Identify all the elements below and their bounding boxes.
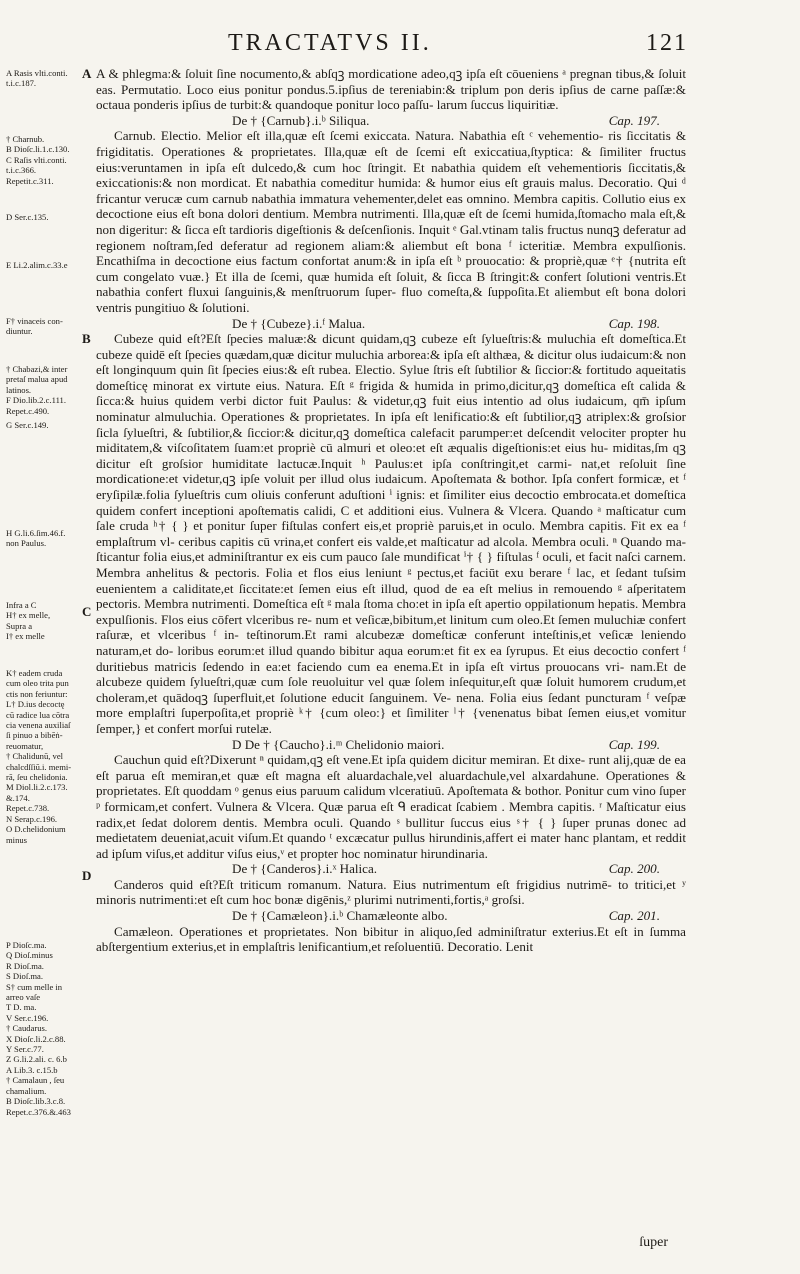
- chapter-number: Cap. 200.: [608, 861, 660, 877]
- section-letters: [82, 64, 96, 1244]
- page-number: 121: [646, 30, 688, 56]
- chapter-heading: [96, 908, 686, 924]
- section-letter: A: [82, 66, 92, 81]
- margin-note: K† eadem cruda cum oleo trita pun ctis non feriuntur: L† D.ius decoctę cū radice lua cōtra cia venena auxiliaſ ſi pinuo a bibēṅ- reuomatur, † Chalidunū, vel chalcdſſiū.i. memi- rā, ſeu chelidonia. M Diol.li.2.c.173. &.174. Repet.c.738. N Serap.c.196. O D.chelidonium minus: [6, 668, 72, 845]
- chapter-number: Cap. 199.: [608, 736, 660, 752]
- paragraph: Camæleon. Operationes et proprietates. Non bibitur in aliquo,ſed adminiſtratur exterius.Et eſt in ſumma abſtergentium exterius,et in emplaſtris lenificantium,et reſoluentiū. Decoratio. Lenit: [96, 923, 686, 955]
- margin-note: E Li.2.alim.c.33.e: [6, 260, 68, 270]
- chapter-heading-title: D De † {Caucho}.i.ᵐ Chelidonio maiori.: [232, 736, 445, 752]
- section-letter: B: [82, 331, 91, 346]
- chapter-number: Cap. 201.: [608, 908, 660, 924]
- margin-note: G Ser.c.149.: [6, 420, 49, 430]
- page-header: [88, 30, 688, 60]
- margin-note: Infra a C H† ex melle, Supra a I† ex melle: [6, 600, 51, 642]
- main-text-column: [96, 66, 686, 1231]
- chapter-heading: [96, 316, 686, 332]
- paragraph: Canderos quid eſt?Eſt triticum romanum. Natura. Eius nutrimentum eſt frigidius nutrimē- to tritici,et ʸ minoris nutrimenti:et eſt cum hoc bonæ digēnis,ᶻ plurimi nutrimenti,fortis,ᵃ groſsi.: [96, 876, 686, 908]
- paragraph: Carnub. Electio. Melior eſt illa,quæ eſt ſcemi exiccata. Natura. Nabathia eſt ᶜ vehementio- ris ſiccitatis & frigiditatis. Operationes & proprietates. Illa,quæ eſt de ſcemi eſt exiccatiua,ſtyptica: & ſimiliter fructus eius:veruntamen in ipſa eſt dulcedo,& cum hoc ſtringit. Et nabathia quidem eſt vehementioris ſiccitatis,& exiccationis:& non mordicat. Et nabathia comeditur humida: & humor eius eſt grauis malus. Decoratio. Qui ᵈ fricantur verucæ cum carnub nabathia immatura vehementer,delet eas omnino. Membra capitis. Collutio eius ex decoctione eius eſt bona dolori dentium. Membra nutrimenti. Illa,quæ eſt de ſcemi humida,ſtomacho mala eſt,& non digeritur: & ſicca eſt tardioris digeſtionis & deſcenſionis. Inquit ᵉ Gal.vtinam talis fructus nunqꝫ deferatur ad regionem noſtram,ſed deferatur ad regionem aliam:& aliembut eſt bona ᶠ icteritiæ. Membra expulſionis. Encathiſma in decoctione eius factum confortat anum:& in ipſa eſt ᵇ prouocatio: & propriè,quæ ᵉ† {nutrita eſt cum congelato vuæ.} Et illa de ſcemi, quæ humida eſt ſoluit, & ſicca B ſtringit:& confert ſolutioni ventris.Et nabathia confert fluxui ſanguinis,& menſtruorum ſuper- fluo comeſta,& ſuppoſita.Et aliembut eſt bona dolori ventris pungitiuo & ſolutioni.: [96, 128, 686, 315]
- section-letter: D: [82, 868, 92, 883]
- chapter-heading: [96, 861, 686, 877]
- margin-note: A Rasis vlti.conti. t.i.c.187.: [6, 68, 68, 89]
- chapter-heading-title: De † {Carnub}.i.ᵇ Siliqua.: [232, 112, 370, 128]
- paragraph: A & phlegma:& ſoluit ſine nocumento,& abſqꝫ mordicatione adeo,qꝫ ipſa eſt cōueniens ᵃ pregnan tibus,& ſoluit eas. Permutatio. Loco eius ponitur pondus.5.ipſius de tereniabin:& triplum pon deris ipſius de carne paſſæ:& octaua ponderis ipſius de turbit:& quandoque ponitur loco paſſu- larum ſuccus liquiritiæ.: [96, 66, 686, 113]
- chapter-heading-title: De † {Cubeze}.i.ᶠ Malua.: [232, 315, 366, 331]
- chapter-heading: [96, 113, 686, 129]
- margin-note: † Charnub. B Dioſc.li.1.c.130. C Raſis vlti.conti. t.i.c.366. Repetit.c.311.: [6, 134, 70, 186]
- margin-notes: [6, 64, 84, 1244]
- chapter-number: Cap. 198.: [608, 315, 660, 331]
- margin-note: P Dioſc.ma. Q Dioſ.minus R Dioſ.ma. S Dioſ.ma. S† cum melle in arreo vaſe T D. ma. V Ser.c.196. † Caudarus. X Dioſc.li.2.c.88. Y Ser.c.77. Z G.li.2.ali. c. 6.b A Lib.3. c.15.b † Camalaun , ſeu chamalium. B Dioſc.lib.3.c.8. Repet.c.376.&.463: [6, 940, 71, 1117]
- chapter-heading-title: De † {Canderos}.i.ˣ Halica.: [232, 861, 378, 877]
- chapter-heading-title: De † {Camæleon}.i.ᵇ Chamæleonte albo.: [232, 908, 448, 924]
- margin-note: D Ser.c.135.: [6, 212, 49, 222]
- margin-note: † Chabazi,& inter pretaſ malua apud latinos. F Dio.lib.2.c.111. Repet.c.490.: [6, 364, 68, 416]
- catchword: ſuper: [639, 1235, 668, 1250]
- margin-note: H G.li.6.ſim.46.f. non Paulus.: [6, 528, 66, 549]
- chapter-number: Cap. 197.: [608, 112, 660, 128]
- paragraph: Cauchun quid eſt?Dixerunt ⁿ quidam,qꝫ eſt vene.Et ipſa quidem dicitur memiran. Et dixe- runt alij,quæ de ea eſt parua eſt memiran,et quæ eſt magna eſt aluardachale,vel aluardachule,vel alxardahune. Operationes & proprietates. Eſt quoddam ᵒ genus eius paruum calidum vlceratiuū. Apoſtemata & bothor. Ponitur cum vino ſuper ᵖ formicam,et confert. Vulnera & Vlcera. Quæ parua eſt ᑫ eradicat ſcabiem . Membra capitis. ʳ Maſticatur eius radix,et ſedat dolorem dentis. Membra oculi. Quando ˢ bullitur ſuccus eius ˢ† { } ſuper prunas donec ad medietatem deueniat,acuit viſum.Et quando ᵗ excæcatur pullus hirundinis,affert ei mater hanc plantam, et reddit ad ipſum viſus,et additur viſus eius,ᵛ et propter hoc nominatur hirundinaria.: [96, 752, 686, 861]
- paragraph: Cubeze quid eſt?Eſt ſpecies maluæ:& dicunt quidam,qꝫ cubeze eſt ſylueſtris:& muluchia eſt domeſtica.Et cubeze quidē eſt ſpecies quædam,quæ dicitur muluchia arborea:& ipſa eſt althæa, & dicitur olus iudaicum:& non eſt longinquum quin ſit ſpecies eius:& eſt rubea. Electio. Sylue ſtris eſt ſubtilior & ſiccior:& fortitudo aqueitatis domeſticę minorat ex virtute eius. Natura. Eſt ᵍ frigida & humida in primo,dicitur,qꝫ domeſtica eſt calida & ſicca:& huius quidem verbi dictor fuit Paulus: & videtur,qꝫ fuit eius intentio ad olus iudaicum, qm̄ ipſum nominatur almuluchia. Operationes & proprietates. In ipſa eſt lenificatio:& eſt ſubtilior,qꝫ atriplex:& groſsior ſicla ſylueſtri, & ſubtilior,& ſiccior:& dicitur,qꝫ domeſtica calefacit parumper:et deſcendit velociter propter hu miditatem,& viſcoſitatem ſuam:et propriè cū almuri et oleo:et eſt æqualis digeſtionis:et eius hu- miditas,ſm qꝫ dicitur eſt groſsior humiditate lactucæ.Inquit ʰ Paulus:et ipſa conſtringit,et carmi- nat,et reſoluit ſine mordicatione:et videtur,qꝫ ipſe voluit per illud olus iudaicum. Apoſtemata & bothor. Ipſa confert formicæ, et ᶠ eryſipilæ.folia ſylueſtris cum oliuis conferunt aduſtioni ⁱ ignis: et ſimiliter eius decoctio embrocata.et domeſtica quidem confert inceptioni apoſtematis calidi, C et additioni eius. Vulnera & Vlcera. Quando ᵃ maſticatur cum ſale cruda ʰ† { } et ponitur ſuper fiſtulas confert eis,et propriè paruis,et in oculo. Membra capitis. Fit ex ea ᶠ emplaſtrum vl- ceribus capitis cū vrina,et confert eis valde,et maſticatur ad alcola. Membra oculi. ⁿ Quando ma- ſticantur folia eius,et adminiſtrantur ex eis cum pauco ſale mundificat ⁱ† { } fiſtulas ᶠ oculi, et facit naſci carnem. Membra anhelitus & pectoris. Folia et flos eius leniunt ᵍ pectus,et faciūt exu berare ᶠ lac, et ſedant tuſsim euenientem a caliditate,et ſiccitate:et ſemen eius eſt illud, quod de ea eſt melius in remouendo ᵍ aſperitatem pectoris. Membra nutrimenti. Domeſtica eſt ᵍ mala ſtoma cho:et in ipſa eſt apertio oppilationum hepatis. Membra expulſionis. Flos eius cōfert vlceribus re- num et veſicæ,bibitum,et linitum cum oleo.Et ſemen muluchiæ confert raſuræ, et vlceribus ᶠ in- teſtinorum.Et rami alcubezæ domeſticæ conferunt inteſtinis,et veſicæ leniendo naturam,et do- loribus eorum:et illud quando bibitur aqua eorum:et fit ex ea ſyrupus. Et eius decoctio confert ᶠ duritiebus matricis ſedendo in ea:et faciendo cum ea enema.Et in ipſa eſt virtus prouocans vri- nam.Et de alcubeze quidem ſylueſtri,quæ cum ſole reuoluitur vel quæ ſolem inſequitur,eſt quæ ſoluit humorem crudum,et choleram,et quādoqꝫ ſuperfluit,et ſolutione educit ſanguinem. Ve- nena. Folia eius ſedant puncturam ᶠ veſpæ more emplaſtri ſuperpoſita,et propriè ᵏ† {cum oleo:} et ſimiliter ˡ† {venenatus bibat ſemen eius,et vomitur ſemper,} et confert morſui rutelæ.: [96, 331, 686, 736]
- chapter-heading: [96, 737, 686, 753]
- margin-note: F† vinaceis con- diuntur.: [6, 316, 63, 337]
- section-letter: C: [82, 604, 92, 619]
- running-title: TRACTATVS II.: [228, 30, 432, 56]
